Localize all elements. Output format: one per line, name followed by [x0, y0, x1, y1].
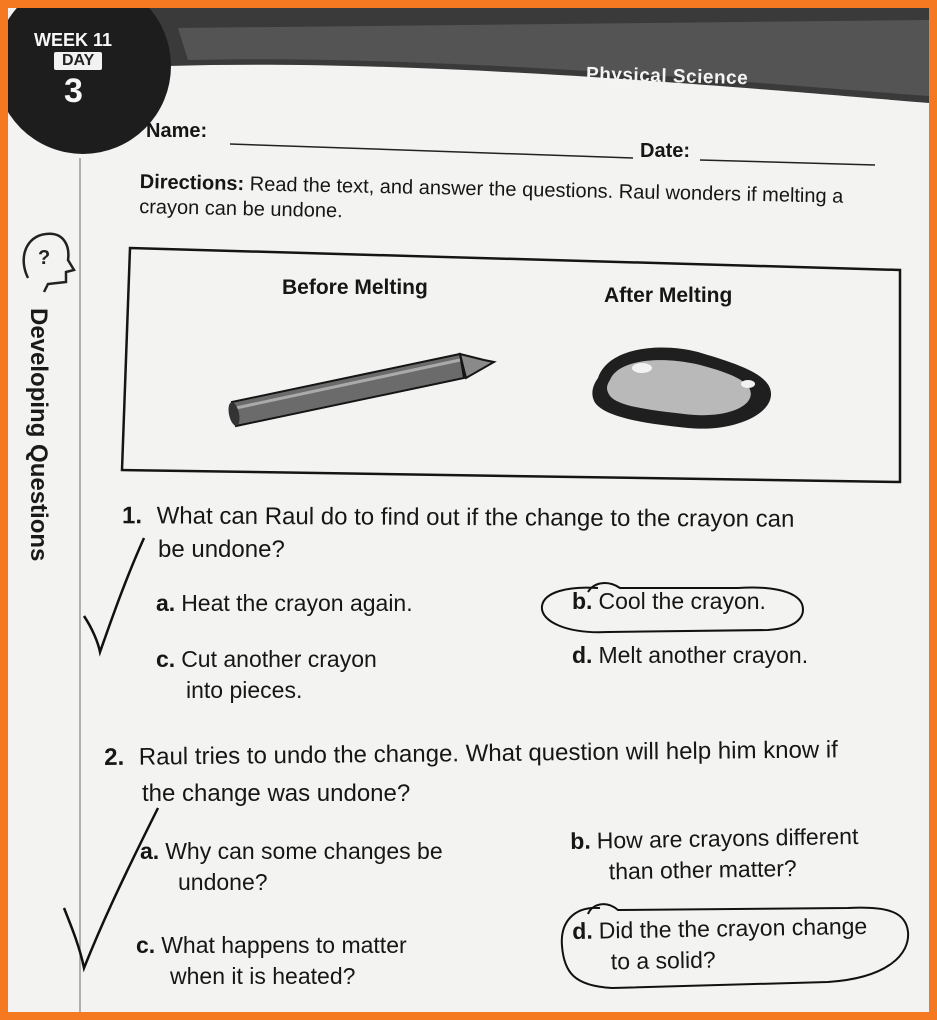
crayon-image — [227, 354, 494, 427]
name-underline — [230, 144, 633, 158]
date-label: Date: — [640, 140, 691, 162]
worksheet-page — [8, 8, 929, 1012]
question-head-icon — [24, 234, 74, 292]
subject-title: Physical Science — [585, 63, 749, 90]
svg-text:?: ? — [38, 247, 51, 269]
week-label: WEEK 11 — [34, 30, 113, 50]
question-1-number: 1. — [121, 502, 143, 530]
question-1 — [122, 502, 795, 534]
question-1-text-line1: What can Raul do to find out if the change to the crayon can — [156, 502, 795, 533]
q2-option-a[interactable]: a. Why can some changes be undone? — [140, 838, 443, 895]
q1-option-d[interactable]: d. Melt another crayon. — [572, 642, 809, 668]
q2-option-d[interactable]: d. Did the the crayon change to a solid? — [572, 912, 868, 975]
directions-label: Directions: — [139, 170, 245, 196]
question-2-number: 2. — [104, 743, 125, 771]
question-2-text-line2: the change was undone? — [142, 780, 411, 807]
sidebar-label: Developing Questions — [25, 308, 52, 562]
before-melting-label: Before Melting — [282, 276, 428, 299]
after-melting-label: After Melting — [604, 284, 733, 307]
figure-frame — [122, 248, 900, 482]
header-banner-highlight — [178, 20, 929, 96]
q1-option-a[interactable]: a. Heat the crayon again. — [156, 590, 413, 616]
name-label: Name: — [146, 120, 208, 142]
q2-option-c[interactable]: c. What happens to matter when it is heated? — [136, 932, 407, 989]
directions-text: Read the text, and answer the questions. Raul wonders if melting a crayon can be undone. — [138, 173, 844, 223]
melted-crayon-puddle-image — [592, 348, 771, 429]
day-number: 3 — [64, 72, 83, 110]
question-1-text-line2: be undone? — [158, 536, 285, 563]
q1-option-c[interactable]: c. Cut another crayon into pieces. — [156, 646, 377, 703]
date-underline — [700, 160, 875, 165]
q2-option-b[interactable]: b. How are crayons different than other matter? — [570, 822, 859, 885]
q1-option-b[interactable]: b. Cool the crayon. — [572, 588, 766, 614]
checkmark-q1 — [84, 538, 144, 652]
day-label: DAY — [54, 52, 102, 70]
question-2-text-line1: Raul tries to undo the change. What question will help him know if — [138, 736, 838, 771]
